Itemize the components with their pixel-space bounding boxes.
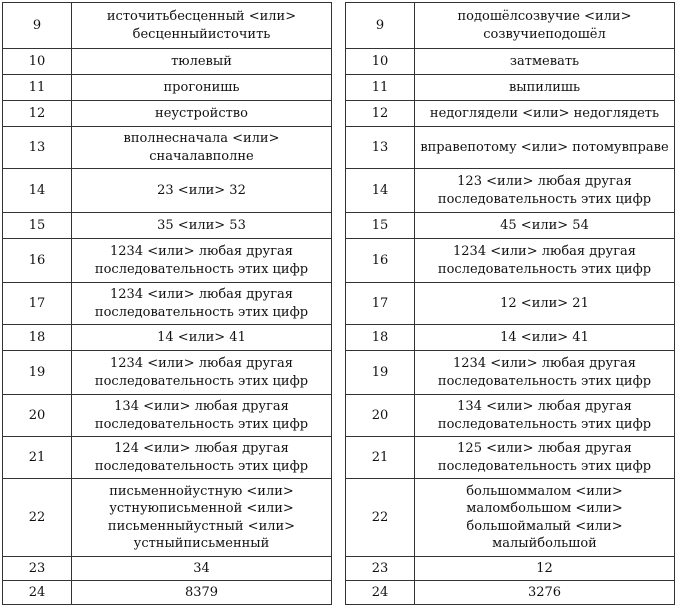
table-row <box>3 437 332 479</box>
answer-cell: 1234 <или> любая другая последовательность этих цифр <box>72 239 332 283</box>
task-number: 13 <box>346 127 415 169</box>
answer-cell: затмевать <box>415 49 675 75</box>
answer-cell: 14 <или> 41 <box>72 325 332 351</box>
task-number: 14 <box>3 169 72 213</box>
answer-cell: 12 <box>415 557 675 581</box>
task-number: 22 <box>3 479 72 557</box>
answer-cell: большоммалом <или> маломбольшом <или> большоймалый <или> малыйбольшой <box>415 479 675 557</box>
task-number: 17 <box>346 283 415 325</box>
answer-cell: неустройство <box>72 101 332 127</box>
answer-cell: 124 <или> любая другая последовательность этих цифр <box>72 437 332 479</box>
answer-table-left <box>2 2 332 605</box>
table-row <box>3 557 332 581</box>
table-row <box>346 325 675 351</box>
answer-cell: недоглядели <или> недоглядеть <box>415 101 675 127</box>
task-number: 14 <box>346 169 415 213</box>
table-row <box>3 395 332 437</box>
table-row <box>3 581 332 605</box>
answer-cell: 123 <или> любая другая последовательность этих цифр <box>415 169 675 213</box>
table-row <box>3 351 332 395</box>
task-number: 13 <box>3 127 72 169</box>
table-row <box>346 169 675 213</box>
task-number: 10 <box>3 49 72 75</box>
table-row <box>3 213 332 239</box>
table-row <box>346 49 675 75</box>
table-row <box>346 239 675 283</box>
answer-cell: 125 <или> любая другая последовательность этих цифр <box>415 437 675 479</box>
table-row <box>3 479 332 557</box>
answer-cell: 1234 <или> любая другая последовательность этих цифр <box>72 351 332 395</box>
table-row <box>346 101 675 127</box>
task-number: 10 <box>346 49 415 75</box>
task-number: 15 <box>346 213 415 239</box>
answer-cell: 35 <или> 53 <box>72 213 332 239</box>
task-number: 17 <box>3 283 72 325</box>
table-row <box>3 239 332 283</box>
table-row <box>346 351 675 395</box>
answer-table-right <box>345 2 675 605</box>
answer-cell: 45 <или> 54 <box>415 213 675 239</box>
answer-cell: 134 <или> любая другая последовательность этих цифр <box>72 395 332 437</box>
answer-cell: 3276 <box>415 581 675 605</box>
task-number: 21 <box>346 437 415 479</box>
table-row <box>346 3 675 49</box>
task-number: 9 <box>3 3 72 49</box>
answer-cell: письменнойустную <или> устнуюписьменной <или> письменныйустный <или> устныйписьменный <box>72 479 332 557</box>
task-number: 21 <box>3 437 72 479</box>
table-row <box>3 3 332 49</box>
answer-cell: 8379 <box>72 581 332 605</box>
table-row <box>346 75 675 101</box>
table-row <box>3 283 332 325</box>
answer-cell: прогонишь <box>72 75 332 101</box>
table-row <box>346 127 675 169</box>
task-number: 11 <box>346 75 415 101</box>
answer-cell: источитьбесценный <или> бесценныйисточить <box>72 3 332 49</box>
task-number: 20 <box>3 395 72 437</box>
table-row <box>346 213 675 239</box>
answer-cell: 134 <или> любая другая последовательность этих цифр <box>415 395 675 437</box>
answer-cell: 23 <или> 32 <box>72 169 332 213</box>
task-number: 15 <box>3 213 72 239</box>
task-number: 12 <box>346 101 415 127</box>
task-number: 19 <box>346 351 415 395</box>
task-number: 23 <box>3 557 72 581</box>
task-number: 9 <box>346 3 415 49</box>
task-number: 18 <box>346 325 415 351</box>
task-number: 20 <box>346 395 415 437</box>
answer-cell: вполнесначала <или> сначалавполне <box>72 127 332 169</box>
answer-cell: 1234 <или> любая другая последовательность этих цифр <box>415 239 675 283</box>
answer-cell: вправепотому <или> потомувправе <box>415 127 675 169</box>
task-number: 16 <box>346 239 415 283</box>
table-row <box>3 75 332 101</box>
task-number: 12 <box>3 101 72 127</box>
table-row <box>3 325 332 351</box>
table-row <box>3 169 332 213</box>
table-row <box>3 101 332 127</box>
answer-cell: 1234 <или> любая другая последовательность этих цифр <box>72 283 332 325</box>
answer-cell: подошёлсозвучие <или> созвучиеподошёл <box>415 3 675 49</box>
task-number: 23 <box>346 557 415 581</box>
table-row <box>346 581 675 605</box>
task-number: 22 <box>346 479 415 557</box>
table-row <box>346 437 675 479</box>
answer-cell: 34 <box>72 557 332 581</box>
table-row <box>3 49 332 75</box>
task-number: 24 <box>3 581 72 605</box>
task-number: 19 <box>3 351 72 395</box>
task-number: 24 <box>346 581 415 605</box>
task-number: 11 <box>3 75 72 101</box>
answer-cell: 1234 <или> любая другая последовательность этих цифр <box>415 351 675 395</box>
answer-cell: 14 <или> 41 <box>415 325 675 351</box>
table-row <box>346 479 675 557</box>
table-row <box>3 127 332 169</box>
table-row <box>346 283 675 325</box>
table-row <box>346 557 675 581</box>
table-row <box>346 395 675 437</box>
task-number: 16 <box>3 239 72 283</box>
answer-cell: выпилишь <box>415 75 675 101</box>
task-number: 18 <box>3 325 72 351</box>
answer-cell: 12 <или> 21 <box>415 283 675 325</box>
answer-cell: тюлевый <box>72 49 332 75</box>
